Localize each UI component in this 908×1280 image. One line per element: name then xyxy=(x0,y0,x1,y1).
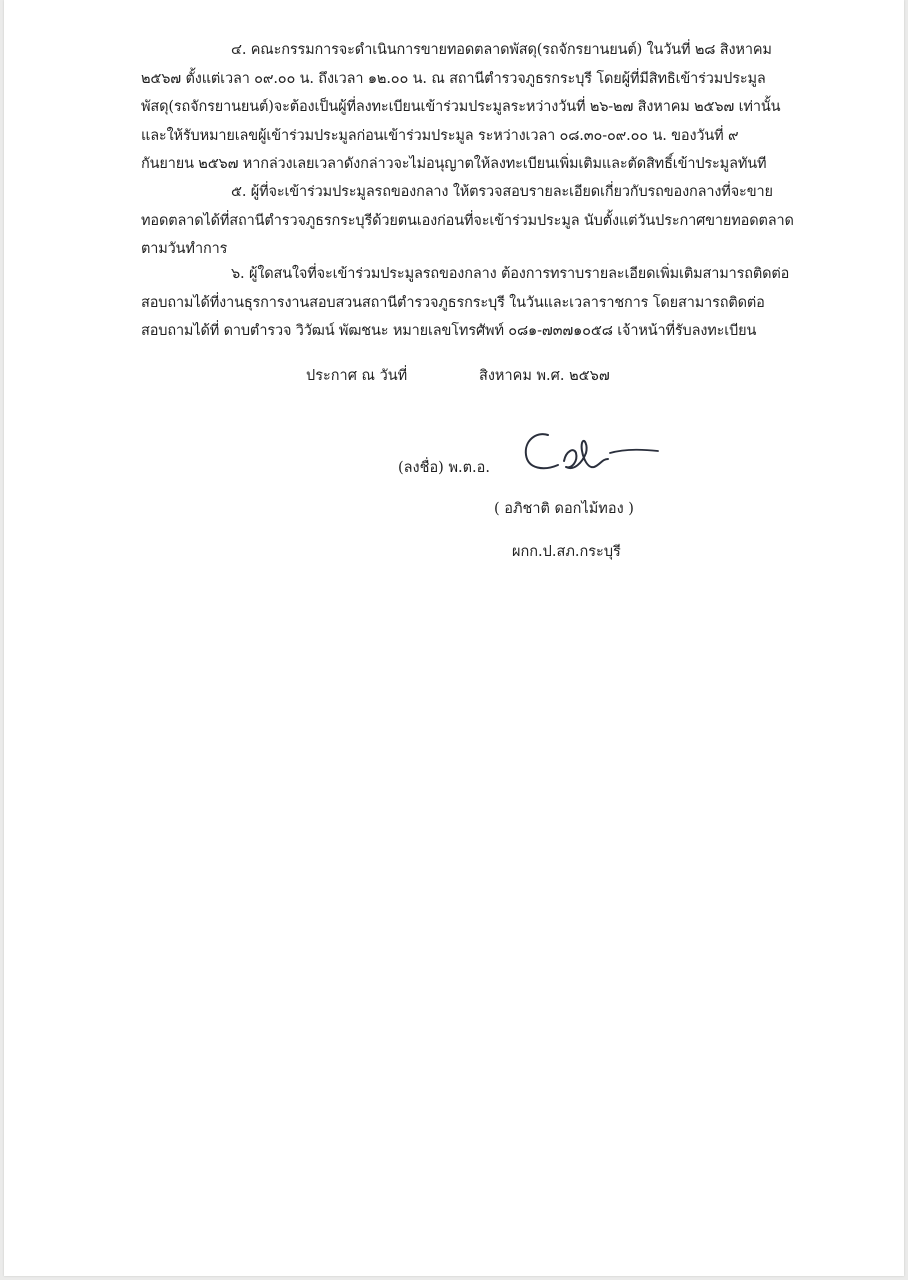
paragraph-line: ๒๕๖๗ ตั้งแต่เวลา ๐๙.๐๐ น. ถึงเวลา ๑๒.๐๐ น. ณ สถานีตำรวจภูธรกระบุรี โดยผู้ที่มีสิทธิเข้าร่วมประมูล xyxy=(141,70,766,87)
paragraph-line: กันยายน ๒๕๖๗ หากล่วงเลยเวลาดังกล่าวจะไม่อนุญาตให้ลงทะเบียนเพิ่มเติมและตัดสิทธิ์เข้าประมูลทันที xyxy=(141,156,767,172)
paragraph-line: ทอดตลาดได้ที่สถานีตำรวจภูธรกระบุรีด้วยตนเองก่อนที่จะเข้าร่วมประมูล นับตั้งแต่วันประกาศขายทอดตลาด xyxy=(141,212,794,229)
paragraph-line: ๖. ผู้ใดสนใจที่จะเข้าร่วมประมูลรถของกลาง ต้องการทราบรายละเอียดเพิ่มเติมสามารถติดต่อ xyxy=(231,266,790,282)
paragraph-line: ตามวันทำการ xyxy=(141,241,228,257)
paragraph-line: พัสดุ(รถจักรยานยนต์)จะต้องเป็นผู้ที่ลงทะเบียนเข้าร่วมประมูลระหว่างวันที่ ๒๖-๒๗ สิงหาคม ๒๕๖๗ เท่านั้น xyxy=(141,99,781,115)
paragraph-line: สอบถามได้ที่ ดาบตำรวจ วิวัฒน์ พัฒชนะ หมายเลขโทรศัพท์ ๐๘๑-๗๓๗๑๐๕๘ เจ้าหน้าที่รับลงทะเบียน xyxy=(141,323,757,339)
paragraph-item-6 xyxy=(141,260,831,346)
handwritten-signature xyxy=(516,423,666,483)
signer-name: ( อภิชาติ ดอกไม้ทอง ) xyxy=(494,501,634,517)
announce-date-prefix: ประกาศ ณ วันที่ xyxy=(306,368,408,384)
paragraph-line: สอบถามได้ที่งานธุรการงานสอบสวนสถานีตำรวจภูธรกระบุรี ในวันและเวลาราชการ โดยสามารถติดต่อ xyxy=(141,294,765,311)
paragraph-item-5 xyxy=(141,178,831,264)
document-page xyxy=(4,0,904,1276)
paragraph-line: ๕. ผู้ที่จะเข้าร่วมประมูลรถของกลาง ให้ตรวจสอบรายละเอียดเกี่ยวกับรถของกลางที่จะขาย xyxy=(231,184,773,200)
signed-label: (ลงชื่อ) พ.ต.อ. xyxy=(398,460,490,476)
paragraph-line: และให้รับหมายเลขผู้เข้าร่วมประมูลก่อนเข้าร่วมประมูล ระหว่างเวลา ๐๘.๓๐-๐๙.๐๐ น. ของวันที่ ๙ xyxy=(141,127,739,144)
paragraph-item-4 xyxy=(141,36,831,179)
signer-position: ผกก.ป.สภ.กระบุรี xyxy=(512,544,621,560)
paragraph-line: ๔. คณะกรรมการจะดำเนินการขายทอดตลาดพัสดุ(รถจักรยานยนต์) ในวันที่ ๒๘ สิงหาคม xyxy=(231,42,772,58)
announce-month-year: สิงหาคม พ.ศ. ๒๕๖๗ xyxy=(479,368,610,384)
